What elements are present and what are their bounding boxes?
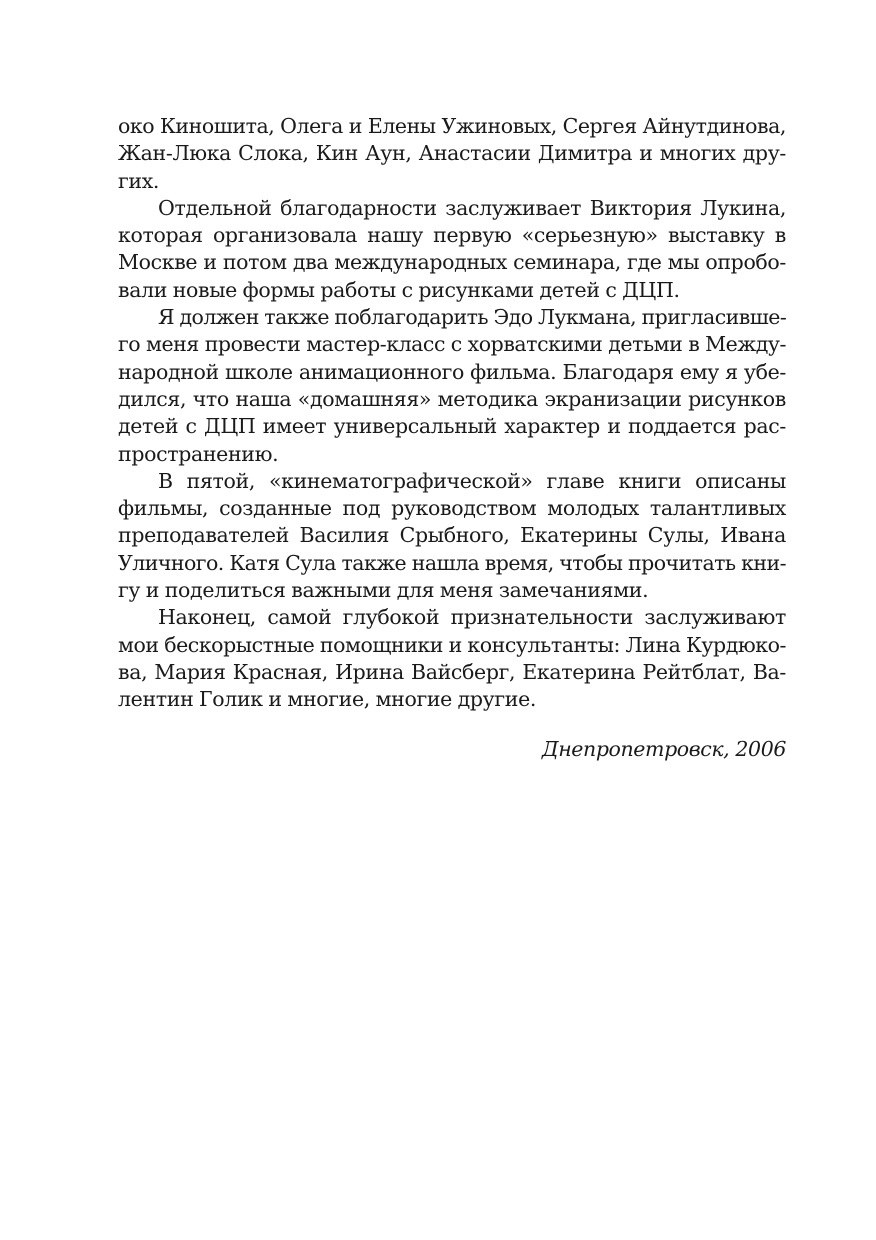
text-line: мои бескорыстные помощники и консультанты: Лина Курдюко-	[118, 632, 786, 657]
text-line: которая организовала нашу первую «серьезную» выставку в	[118, 223, 786, 248]
paragraph-5	[118, 604, 786, 713]
text-line: народной школе анимационного фильма. Благодаря ему я убе-	[118, 359, 786, 384]
text-line: Я должен также поблагодарить Эдо Лукмана, пригласивше-	[158, 305, 787, 330]
text-line: лентин Голик и многие, многие другие.	[118, 687, 537, 712]
text-line: гих.	[118, 168, 160, 193]
text-line: око Киношита, Олега и Елены Ужиновых, Сергея Айнутдинова,	[118, 114, 786, 138]
text-line: детей с ДЦП имеет универсальный характер и поддается рас-	[118, 414, 786, 439]
text-line: Отдельной благодарности заслуживает Виктория Лукина,	[158, 195, 786, 220]
paragraph-1	[118, 113, 786, 195]
text-line: ва, Мария Красная, Ирина Вайсберг, Екатерина Рейтблат, Ва-	[118, 659, 786, 684]
paragraph-2	[118, 195, 786, 304]
text-line: Наконец, самой глубокой признательности заслуживают	[158, 605, 786, 630]
text-line: фильмы, созданные под руководством молодых талантливых	[118, 496, 786, 521]
place-date-signature: Днепропетровск, 2006	[541, 737, 786, 761]
text-line: преподавателей Василия Срыбного, Екатерины Сулы, Ивана	[118, 523, 786, 548]
paragraph-3	[118, 304, 786, 468]
text-line: дился, что наша «домашняя» методика экранизации рисунков	[118, 386, 786, 411]
text-line: го меня провести мастер-класс с хорватскими детьми в Между-	[118, 332, 786, 357]
text-line: Уличного. Катя Сула также нашла время, чтобы прочитать кни-	[118, 550, 786, 575]
paragraph-4	[118, 468, 786, 604]
text-line: вали новые формы работы с рисунками детей с ДЦП.	[118, 277, 680, 302]
text-line: Москве и потом два международных семинара, где мы опробо-	[118, 250, 786, 275]
text-line: Жан-Люка Слока, Кин Аун, Анастасии Димитра и многих дру-	[118, 141, 786, 166]
text-line: гу и поделиться важными для меня замечаниями.	[118, 578, 649, 603]
text-line: В пятой, «кинематографической» главе книги описаны	[158, 468, 786, 493]
body-text	[118, 113, 786, 714]
text-line: пространению.	[118, 441, 279, 466]
